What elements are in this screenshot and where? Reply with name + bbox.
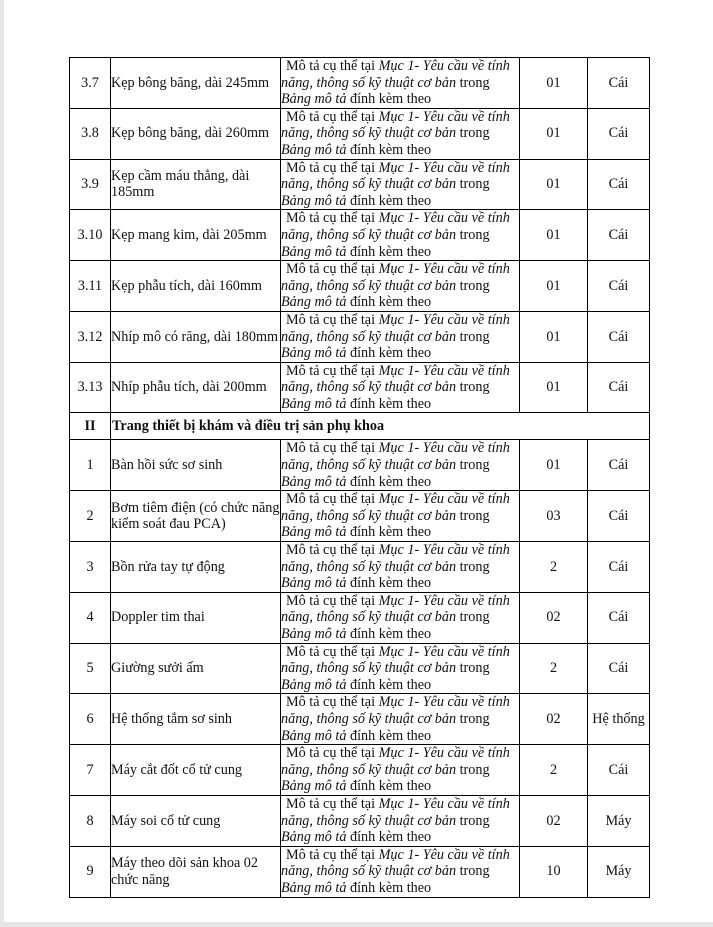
table-row — [70, 159, 650, 210]
description-middle: trong — [456, 457, 490, 474]
item-description — [281, 542, 520, 593]
item-name: Bồn rửa tay tự động — [111, 542, 281, 593]
description-italic-1b: năng, thông số kỹ thuật cơ bản — [281, 863, 457, 880]
item-unit: Cái — [588, 108, 650, 159]
item-quantity: 01 — [520, 311, 588, 362]
item-number: 3.7 — [70, 58, 111, 109]
item-name: Nhíp phẫu tích, dài 200mm — [111, 362, 281, 413]
item-description — [281, 311, 520, 362]
description-italic-2: Bảng mô tả — [281, 294, 347, 311]
description-italic-2: Bảng mô tả — [281, 473, 347, 490]
description-italic-1a: Mục 1- Yêu cầu về tính — [378, 159, 510, 176]
description-line-1 — [281, 694, 519, 711]
description-italic-1a: Mục 1- Yêu cầu về tính — [378, 542, 510, 559]
table-row — [70, 210, 650, 261]
item-quantity: 10 — [520, 846, 588, 897]
section-number: II — [70, 413, 111, 440]
item-unit: Cái — [588, 58, 650, 109]
item-number: 3.8 — [70, 108, 111, 159]
item-number: 3.9 — [70, 159, 111, 210]
table-row — [70, 108, 650, 159]
description-suffix: đính kèm theo — [346, 345, 432, 362]
item-description — [281, 846, 520, 897]
description-line-2 — [281, 125, 519, 142]
description-italic-1a: Mục 1- Yêu cầu về tính — [378, 694, 510, 711]
table-row — [70, 643, 650, 694]
table-row — [70, 694, 650, 745]
item-quantity: 02 — [520, 795, 588, 846]
description-italic-1b: năng, thông số kỹ thuật cơ bản — [281, 379, 457, 396]
description-line-1 — [281, 363, 519, 380]
description-line-2 — [281, 329, 519, 346]
description-italic-2: Bảng mô tả — [281, 575, 347, 592]
item-number: 8 — [70, 795, 111, 846]
description-suffix: đính kèm theo — [346, 829, 432, 846]
item-name: Kẹp cầm máu thẳng, dài 185mm — [111, 159, 281, 210]
description-prefix: Mô tả cụ thể tại — [286, 311, 379, 328]
item-name: Kẹp bông băng, dài 245mm — [111, 58, 281, 109]
description-line-3 — [281, 626, 519, 643]
description-line-1 — [281, 160, 519, 177]
description-italic-1b: năng, thông số kỹ thuật cơ bản — [281, 761, 457, 778]
description-line-2 — [281, 75, 519, 92]
item-unit: Cái — [588, 745, 650, 796]
table-row — [70, 846, 650, 897]
description-middle: trong — [456, 125, 490, 142]
description-line-2 — [281, 176, 519, 193]
description-italic-1b: năng, thông số kỹ thuật cơ bản — [281, 609, 457, 626]
description-line-2 — [281, 813, 519, 830]
item-description — [281, 491, 520, 542]
equipment-table — [69, 57, 650, 898]
item-quantity: 01 — [520, 210, 588, 261]
item-number: 4 — [70, 592, 111, 643]
description-italic-2: Bảng mô tả — [281, 91, 347, 108]
description-italic-1a: Mục 1- Yêu cầu về tính — [378, 58, 510, 74]
table-row — [70, 795, 650, 846]
description-line-1 — [281, 847, 519, 864]
item-description — [281, 108, 520, 159]
item-quantity: 02 — [520, 592, 588, 643]
item-number: 6 — [70, 694, 111, 745]
description-suffix: đính kèm theo — [346, 243, 432, 260]
description-prefix: Mô tả cụ thể tại — [286, 159, 379, 176]
description-line-2 — [281, 379, 519, 396]
description-suffix: đính kèm theo — [346, 676, 432, 693]
description-line-3 — [281, 524, 519, 541]
description-italic-1b: năng, thông số kỹ thuật cơ bản — [281, 507, 457, 524]
table-row — [70, 542, 650, 593]
description-prefix: Mô tả cụ thể tại — [286, 745, 379, 762]
description-prefix: Mô tả cụ thể tại — [286, 846, 379, 863]
description-italic-1a: Mục 1- Yêu cầu về tính — [378, 311, 510, 328]
item-unit: Cái — [588, 592, 650, 643]
description-italic-1a: Mục 1- Yêu cầu về tính — [378, 745, 510, 762]
description-suffix: đính kèm theo — [346, 294, 432, 311]
description-suffix: đính kèm theo — [346, 727, 432, 744]
description-suffix: đính kèm theo — [346, 473, 432, 490]
table-row — [70, 491, 650, 542]
description-line-1 — [281, 210, 519, 227]
description-italic-2: Bảng mô tả — [281, 524, 347, 541]
item-quantity: 01 — [520, 159, 588, 210]
table-body-group-2 — [70, 440, 650, 897]
description-italic-2: Bảng mô tả — [281, 829, 347, 846]
description-line-3 — [281, 829, 519, 846]
item-number: 3.10 — [70, 210, 111, 261]
item-quantity: 2 — [520, 542, 588, 593]
description-line-2 — [281, 762, 519, 779]
description-line-2 — [281, 457, 519, 474]
description-italic-1a: Mục 1- Yêu cầu về tính — [378, 491, 510, 508]
description-italic-1b: năng, thông số kỹ thuật cơ bản — [281, 710, 457, 727]
description-italic-1b: năng, thông số kỹ thuật cơ bản — [281, 74, 457, 91]
description-prefix: Mô tả cụ thể tại — [286, 491, 379, 508]
description-line-3 — [281, 244, 519, 261]
description-prefix: Mô tả cụ thể tại — [286, 210, 379, 227]
description-prefix: Mô tả cụ thể tại — [286, 362, 379, 379]
description-middle: trong — [456, 226, 490, 243]
description-prefix: Mô tả cụ thể tại — [286, 58, 379, 74]
description-middle: trong — [456, 328, 490, 345]
description-line-3 — [281, 91, 519, 108]
item-quantity: 01 — [520, 362, 588, 413]
description-middle: trong — [456, 660, 490, 677]
description-line-2 — [281, 609, 519, 626]
item-unit: Cái — [588, 542, 650, 593]
description-line-3 — [281, 345, 519, 362]
item-description — [281, 643, 520, 694]
description-italic-2: Bảng mô tả — [281, 676, 347, 693]
description-suffix: đính kèm theo — [346, 879, 432, 896]
description-line-2 — [281, 863, 519, 880]
description-line-3 — [281, 294, 519, 311]
item-description — [281, 159, 520, 210]
item-quantity: 03 — [520, 491, 588, 542]
item-number: 9 — [70, 846, 111, 897]
description-italic-1b: năng, thông số kỹ thuật cơ bản — [281, 558, 457, 575]
item-description — [281, 440, 520, 491]
description-line-1 — [281, 644, 519, 661]
description-italic-1b: năng, thông số kỹ thuật cơ bản — [281, 660, 457, 677]
item-unit: Hệ thống — [588, 694, 650, 745]
document-page — [4, 0, 713, 922]
item-name: Doppler tim thai — [111, 592, 281, 643]
table-row — [70, 58, 650, 109]
description-line-2 — [281, 227, 519, 244]
item-unit: Cái — [588, 491, 650, 542]
item-number: 3 — [70, 542, 111, 593]
description-middle: trong — [456, 176, 490, 193]
item-description — [281, 592, 520, 643]
description-line-2 — [281, 278, 519, 295]
description-line-3 — [281, 728, 519, 745]
description-middle: trong — [456, 379, 490, 396]
description-line-1 — [281, 58, 519, 75]
description-line-3 — [281, 474, 519, 491]
description-prefix: Mô tả cụ thể tại — [286, 108, 379, 125]
item-name: Máy soi cổ tử cung — [111, 795, 281, 846]
table-row — [70, 261, 650, 312]
item-quantity: 2 — [520, 745, 588, 796]
description-line-1 — [281, 745, 519, 762]
description-line-3 — [281, 677, 519, 694]
description-line-2 — [281, 711, 519, 728]
table-row — [70, 311, 650, 362]
item-name: Bàn hồi sức sơ sinh — [111, 440, 281, 491]
description-prefix: Mô tả cụ thể tại — [286, 795, 379, 812]
description-italic-1a: Mục 1- Yêu cầu về tính — [378, 261, 510, 278]
item-number: 2 — [70, 491, 111, 542]
description-line-1 — [281, 542, 519, 559]
description-italic-1b: năng, thông số kỹ thuật cơ bản — [281, 277, 457, 294]
item-quantity: 01 — [520, 58, 588, 109]
table-body-group-1 — [70, 58, 650, 413]
item-description — [281, 795, 520, 846]
description-italic-1a: Mục 1- Yêu cầu về tính — [378, 795, 510, 812]
description-italic-2: Bảng mô tả — [281, 192, 347, 209]
description-prefix: Mô tả cụ thể tại — [286, 440, 379, 457]
item-description — [281, 745, 520, 796]
description-italic-1b: năng, thông số kỹ thuật cơ bản — [281, 328, 457, 345]
description-italic-2: Bảng mô tả — [281, 395, 347, 412]
description-line-3 — [281, 778, 519, 795]
description-middle: trong — [456, 558, 490, 575]
description-suffix: đính kèm theo — [346, 192, 432, 209]
item-number: 3.12 — [70, 311, 111, 362]
description-middle: trong — [456, 609, 490, 626]
item-number: 1 — [70, 440, 111, 491]
description-italic-2: Bảng mô tả — [281, 879, 347, 896]
description-prefix: Mô tả cụ thể tại — [286, 592, 379, 609]
item-unit: Cái — [588, 643, 650, 694]
table-row — [70, 362, 650, 413]
description-italic-1b: năng, thông số kỹ thuật cơ bản — [281, 226, 457, 243]
item-quantity: 2 — [520, 643, 588, 694]
description-suffix: đính kèm theo — [346, 778, 432, 795]
description-line-3 — [281, 880, 519, 897]
item-name: Nhíp mô có răng, dài 180mm — [111, 311, 281, 362]
description-italic-2: Bảng mô tả — [281, 727, 347, 744]
item-number: 3.11 — [70, 261, 111, 312]
description-line-1 — [281, 593, 519, 610]
item-description — [281, 210, 520, 261]
description-italic-2: Bảng mô tả — [281, 345, 347, 362]
description-suffix: đính kèm theo — [346, 395, 432, 412]
description-line-3 — [281, 142, 519, 159]
description-italic-1b: năng, thông số kỹ thuật cơ bản — [281, 457, 457, 474]
description-suffix: đính kèm theo — [346, 626, 432, 642]
item-unit: Máy — [588, 846, 650, 897]
table-row — [70, 440, 650, 491]
item-unit: Cái — [588, 159, 650, 210]
description-line-1 — [281, 109, 519, 126]
item-number: 3.13 — [70, 362, 111, 413]
item-number: 7 — [70, 745, 111, 796]
item-description — [281, 261, 520, 312]
description-middle: trong — [456, 863, 490, 880]
description-middle: trong — [456, 74, 490, 91]
item-name: Bơm tiêm điện (có chức năng kiểm soát đau PCA) — [111, 491, 281, 542]
item-description — [281, 694, 520, 745]
description-suffix: đính kèm theo — [346, 141, 432, 158]
description-italic-1a: Mục 1- Yêu cầu về tính — [378, 362, 510, 379]
description-line-3 — [281, 575, 519, 592]
description-italic-1a: Mục 1- Yêu cầu về tính — [378, 846, 510, 863]
item-quantity: 01 — [520, 108, 588, 159]
item-name: Máy theo dõi sản khoa 02 chức năng — [111, 846, 281, 897]
item-name: Giường sưởi ấm — [111, 643, 281, 694]
item-description — [281, 58, 520, 109]
item-unit: Cái — [588, 261, 650, 312]
description-italic-1a: Mục 1- Yêu cầu về tính — [378, 592, 510, 609]
item-name: Kẹp bông băng, dài 260mm — [111, 108, 281, 159]
description-line-3 — [281, 396, 519, 413]
description-suffix: đính kèm theo — [346, 575, 432, 592]
description-middle: trong — [456, 812, 490, 829]
item-unit: Cái — [588, 362, 650, 413]
description-line-2 — [281, 559, 519, 576]
description-middle: trong — [456, 277, 490, 294]
description-middle: trong — [456, 761, 490, 778]
table-row — [70, 592, 650, 643]
description-line-1 — [281, 796, 519, 813]
table-row — [70, 745, 650, 796]
description-italic-1a: Mục 1- Yêu cầu về tính — [378, 643, 510, 660]
description-line-2 — [281, 508, 519, 525]
description-middle: trong — [456, 710, 490, 727]
description-italic-2: Bảng mô tả — [281, 243, 347, 260]
description-line-1 — [281, 261, 519, 278]
description-line-1 — [281, 312, 519, 329]
description-italic-1b: năng, thông số kỹ thuật cơ bản — [281, 176, 457, 193]
description-prefix: Mô tả cụ thể tại — [286, 643, 379, 660]
description-italic-1b: năng, thông số kỹ thuật cơ bản — [281, 812, 457, 829]
item-quantity: 01 — [520, 440, 588, 491]
item-unit: Máy — [588, 795, 650, 846]
description-line-2 — [281, 660, 519, 677]
item-name: Kẹp phẫu tích, dài 160mm — [111, 261, 281, 312]
description-italic-2: Bảng mô tả — [281, 626, 347, 642]
description-italic-2: Bảng mô tả — [281, 778, 347, 795]
description-line-1 — [281, 491, 519, 508]
description-prefix: Mô tả cụ thể tại — [286, 542, 379, 559]
description-prefix: Mô tả cụ thể tại — [286, 261, 379, 278]
description-suffix: đính kèm theo — [346, 524, 432, 541]
table-section — [70, 413, 650, 440]
item-unit: Cái — [588, 311, 650, 362]
section-title: Trang thiết bị khám và điều trị sản phụ khoa — [111, 413, 650, 440]
description-italic-1a: Mục 1- Yêu cầu về tính — [378, 210, 510, 227]
description-line-3 — [281, 193, 519, 210]
description-prefix: Mô tả cụ thể tại — [286, 694, 379, 711]
item-name: Hệ thống tắm sơ sinh — [111, 694, 281, 745]
description-italic-2: Bảng mô tả — [281, 141, 347, 158]
item-quantity: 01 — [520, 261, 588, 312]
section-row — [70, 413, 650, 440]
description-suffix: đính kèm theo — [346, 91, 432, 108]
description-middle: trong — [456, 507, 490, 524]
item-name: Kẹp mang kim, dài 205mm — [111, 210, 281, 261]
item-number: 5 — [70, 643, 111, 694]
item-quantity: 02 — [520, 694, 588, 745]
item-name: Máy cắt đốt cổ tử cung — [111, 745, 281, 796]
description-italic-1a: Mục 1- Yêu cầu về tính — [378, 440, 510, 457]
item-unit: Cái — [588, 440, 650, 491]
item-unit: Cái — [588, 210, 650, 261]
item-description — [281, 362, 520, 413]
description-line-1 — [281, 440, 519, 457]
description-italic-1a: Mục 1- Yêu cầu về tính — [378, 108, 510, 125]
description-italic-1b: năng, thông số kỹ thuật cơ bản — [281, 125, 457, 142]
